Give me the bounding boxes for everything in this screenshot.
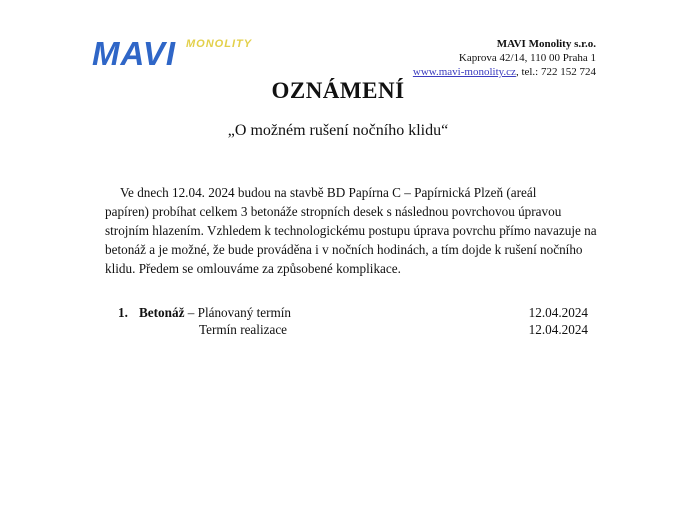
planned-date: 12.04.2024 [528, 305, 588, 320]
item-name: Betonáž [139, 305, 185, 320]
schedule-item [139, 304, 291, 321]
item-separator: – [184, 305, 198, 320]
company-address: Kaprova 42/14, 110 00 Praha 1 [458, 52, 596, 64]
company-phone: , tel.: 722 152 724 [515, 66, 596, 78]
actual-label: Termín realizace [199, 322, 288, 337]
logo-sub-text: MONOLITY [186, 38, 253, 50]
paragraph-line: klidu. Předem se omlouváme za způsobené komplikace. [105, 261, 401, 276]
planned-label: Plánovaný termín [197, 305, 292, 320]
company-logo [92, 36, 272, 72]
schedule-list [118, 304, 588, 338]
company-name: MAVI Monolity s.r.o. [496, 38, 596, 50]
logo-main-text: MAVI [92, 35, 177, 72]
document-title: OZNÁMENÍ [271, 78, 405, 103]
paragraph-line: papíren) probíhat celkem 3 betonáže stropních desek s následnou povrchovou úpravou [105, 204, 562, 219]
actual-date: 12.04.2024 [528, 322, 588, 337]
company-info [413, 37, 596, 79]
list-number: 1. [118, 305, 128, 320]
schedule-row-actual [118, 321, 588, 338]
company-contact [413, 65, 596, 79]
paragraph-line: Ve dnech 12.04. 2024 budou na stavbě BD Papírna C – Papírnická Plzeň (areál [120, 185, 537, 200]
paragraph-line: strojním hlazením. Vzhledem k technologickému postupu úprava povrchu přímo navazuje na [105, 223, 597, 238]
announcement-paragraph [105, 183, 595, 278]
schedule-row-planned [118, 304, 588, 321]
paragraph-line: betonáž a je možné, že bude prováděna i v nočních hodinách, a tím dojde k rušení nočního [105, 242, 583, 257]
company-website-link[interactable]: www.mavi-monolity.cz [412, 66, 516, 78]
document-subtitle: „O možném rušení nočního klidu“ [227, 122, 449, 139]
